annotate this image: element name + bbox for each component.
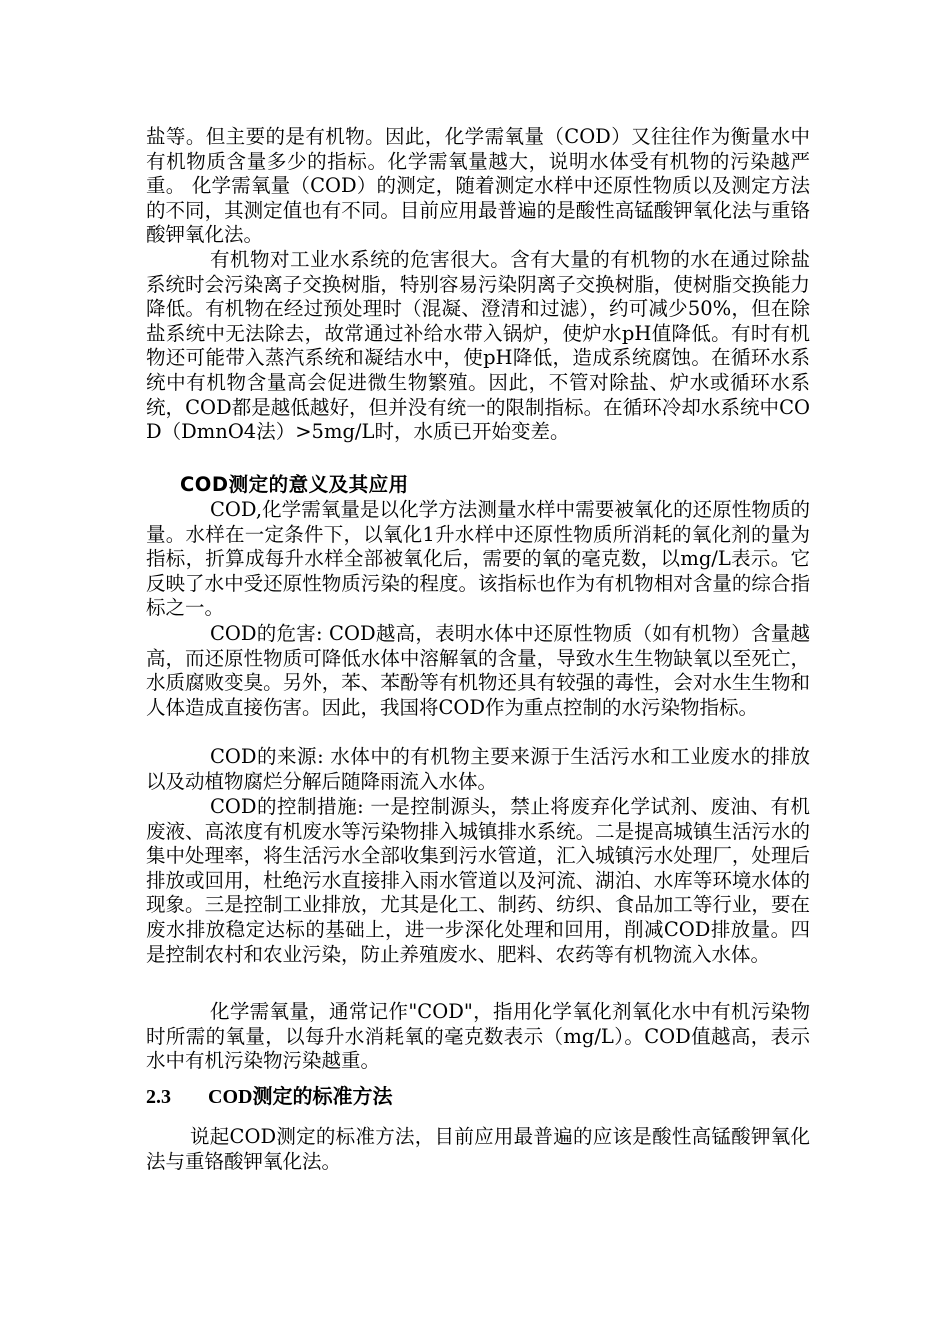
- section-number: 2.3: [146, 1086, 171, 1108]
- section-title: COD测定的标准方法: [208, 1086, 393, 1108]
- paragraph-cod-summary: 化学需氧量，通常记作"COD"，指用化学氧化剂氧化水中有机污染物时所需的氧量，以每升水消耗氧的毫克数表示（mg/L）。COD值越高，表示水中有机污染物污染越重。: [146, 1000, 810, 1073]
- paragraph-cod-overview: 盐等。但主要的是有机物。因此，化学需氧量（COD）又往往作为衡量水中有机物质含量多少的指标。化学需氧量越大，说明水体受有机物的污染越严重。 化学需氧量（COD）的测定，随着测定水样中还原性物质以及测定方法的不同，其测定值也有不同。目前应用最普遍的是酸性高锰酸钾氧化法与重铬酸钾氧化法。: [146, 125, 810, 247]
- section-heading: [146, 1083, 392, 1111]
- paragraph-cod-control: COD的控制措施: 一是控制源头，禁止将废弃化学试剂、废油、有机废液、高浓度有机废水等污染物排入城镇排水系统。二是提高城镇生活污水的集中处理率，将生活污水全部收集到污水管道，汇入城镇污水处理厂，处理后排放或回用，杜绝污水直接排入雨水管道以及河流、湖泊、水库等环境水体的现象。三是控制工业排放，尤其是化工、制药、纺织、食品加工等行业，要在废水排放稳定达标的基础上，进一步深化处理和回用，削减COD排放量。四是控制农村和农业污染，防止养殖废水、肥料、农药等有机物流入水体。: [146, 795, 810, 966]
- paragraph-cod-source: COD的来源: 水体中的有机物主要来源于生活污水和工业废水的排放以及动植物腐烂分解后随降雨流入水体。: [146, 745, 810, 793]
- paragraph-cod-definition: COD,化学需氧量是以化学方法测量水样中需要被氧化的还原性物质的量。水样在一定条件下，以氧化1升水样中还原性物质所消耗的氧化剂的量为指标，折算成每升水样全部被氧化后，需要的氧的毫克数，以mg/L表示。它反映了水中受还原性物质污染的程度。该指标也作为有机物相对含量的综合指标之一。: [146, 498, 810, 620]
- paragraph-standard-method: 说起COD测定的标准方法，目前应用最普遍的应该是酸性高锰酸钾氧化法与重铬酸钾氧化法。: [146, 1125, 810, 1173]
- paragraph-organic-hazard: 有机物对工业水系统的危害很大。含有大量的有机物的水在通过除盐系统时会污染离子交换树脂，特别容易污染阴离子交换树脂，使树脂交换能力降低。有机物在经过预处理时（混凝、澄清和过滤），约可减少50%，但在除盐系统中无法除去，故常通过补给水带入锅炉，使炉水pH值降低。有时有机物还可能带入蒸汽系统和凝结水中，使pH降低，造成系统腐蚀。在循环水系统中有机物含量高会促进微生物繁殖。因此，不管对除盐、炉水或循环水系统，COD都是越低越好，但并没有统一的限制指标。在循环冷却水系统中COD（DmnO4法）>5mg/L时，水质已开始变差。: [146, 248, 810, 444]
- paragraph-cod-harm: COD的危害: COD越高，表明水体中还原性物质（如有机物）含量越高，而还原性物质可降低水体中溶解氧的含量，导致水生生物缺氧以至死亡，水质腐败变臭。另外，苯、苯酚等有机物还具有较强的毒性，会对水生生物和人体造成直接伤害。因此，我国将COD作为重点控制的水污染物指标。: [146, 622, 810, 719]
- subheading-cod-significance: COD测定的意义及其应用: [180, 473, 409, 496]
